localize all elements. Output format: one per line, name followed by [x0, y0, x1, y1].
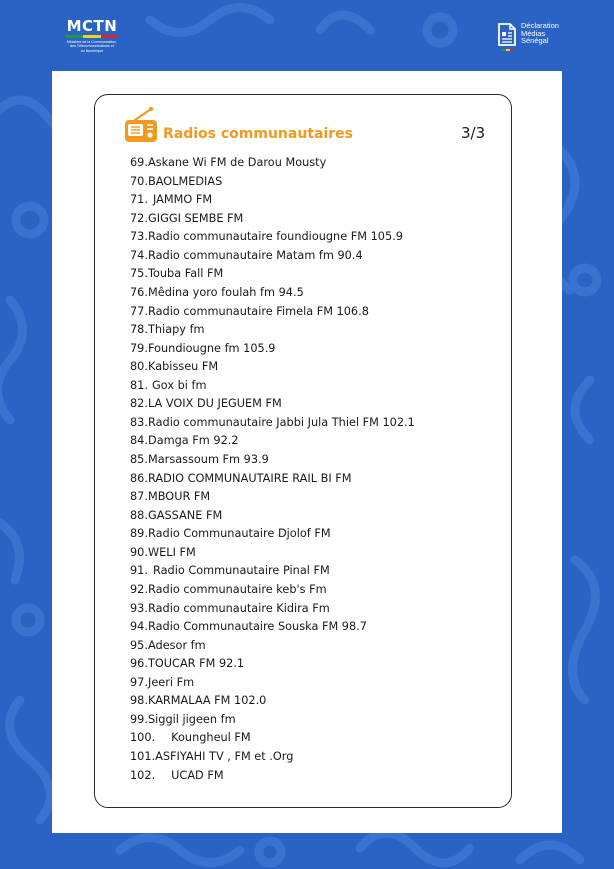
- item-number: 71.: [130, 193, 148, 207]
- item-number: 98.: [130, 694, 148, 708]
- item-number: 79.: [130, 341, 148, 355]
- item-number: 70.: [130, 174, 148, 188]
- mctn-logo-title: MCTN: [66, 17, 118, 35]
- item-number: 83.: [130, 415, 148, 429]
- item-number: 85.: [130, 453, 148, 466]
- item-name: Radio Communautaire Souska FM 98.7: [148, 620, 367, 634]
- item-name: Foundiougne fm 105.9: [148, 341, 276, 355]
- item-number: 97.: [130, 675, 148, 689]
- list-item: [130, 191, 415, 210]
- item-name: Gox bi fm: [152, 378, 207, 392]
- list-item: [130, 432, 415, 451]
- list-item: [130, 655, 415, 674]
- item-name: Mêdina yoro foulah fm 94.5: [148, 285, 304, 299]
- item-name: Kabisseu FM: [148, 360, 219, 374]
- item-name: LA VOIX DU JEGUEM FM: [148, 397, 282, 411]
- flag-green: [66, 35, 83, 38]
- item-number: 99.: [130, 712, 148, 726]
- list-item: [130, 748, 415, 767]
- item-name: Radio communautaire foundiougne FM 105.9: [148, 230, 403, 244]
- list-item: [130, 544, 415, 563]
- item-number: 86.: [130, 471, 148, 485]
- item-number: 93.: [130, 601, 148, 615]
- list-item: [130, 507, 415, 526]
- item-number: 95.: [130, 638, 148, 652]
- item-name: Askane Wi FM de Darou Mousty: [148, 156, 327, 169]
- mctn-logo: [62, 18, 122, 53]
- list-item: [130, 173, 415, 192]
- item-name: WELI FM: [148, 545, 196, 559]
- item-number: 73.: [130, 230, 148, 244]
- item-name: Siggil jigeen fm: [148, 712, 236, 726]
- item-name: UCAD FM: [171, 768, 224, 782]
- item-name: Thiapy fm: [148, 323, 205, 337]
- item-number: 88.: [130, 508, 148, 522]
- item-number: 92.: [130, 582, 148, 596]
- list-item: [130, 451, 415, 470]
- page-indicator: 3/3: [461, 124, 486, 142]
- list-item: [130, 358, 415, 377]
- item-number: 102.: [130, 768, 156, 782]
- radio-icon: [123, 106, 159, 144]
- item-name: Radio Communautaire Djolof FM: [148, 527, 331, 541]
- item-name: Touba Fall FM: [148, 267, 224, 281]
- list-item: [130, 303, 415, 322]
- list-item: [130, 618, 415, 637]
- item-number: 76.: [130, 285, 148, 299]
- item-number: 74.: [130, 248, 148, 262]
- item-number: 89.: [130, 527, 148, 541]
- item-name: TOUCAR FM 92.1: [148, 657, 245, 671]
- item-number: 81.: [130, 378, 148, 392]
- list-item: [130, 340, 415, 359]
- list-item: [130, 562, 415, 581]
- item-number: 82.: [130, 397, 148, 411]
- item-name: BAOLMEDIAS: [148, 174, 223, 188]
- list-item: [130, 377, 415, 396]
- item-name: MBOUR FM: [148, 490, 211, 504]
- item-name: Jeeri Fm: [148, 675, 195, 689]
- mctn-logo-subtitle: [62, 40, 122, 53]
- item-number: 75.: [130, 267, 148, 281]
- item-number: 96.: [130, 657, 148, 671]
- item-number: 101.: [130, 750, 156, 763]
- list-item: [130, 711, 415, 730]
- item-name: Radio communautaire keb's Fm: [148, 582, 327, 596]
- list-item: [130, 470, 415, 489]
- flag-bar: [502, 49, 514, 51]
- mctn-subtitle-line: des Télécommunications et: [70, 44, 114, 49]
- list-item: [130, 600, 415, 619]
- flag-yellow: [83, 35, 100, 38]
- logo-line: Sénégal: [521, 36, 549, 46]
- list-item: [130, 525, 415, 544]
- list-item: [130, 581, 415, 600]
- list-item: [130, 154, 415, 173]
- logo-line: Déclaration: [521, 21, 559, 30]
- item-name: ASFIYAHI TV , FM et .Org: [155, 750, 294, 763]
- item-name: GASSANE FM: [148, 508, 223, 522]
- station-list: [130, 154, 415, 785]
- item-number: 69.: [130, 156, 148, 169]
- list-item: [130, 414, 415, 433]
- list-item: [130, 210, 415, 229]
- list-item: [130, 767, 415, 786]
- item-number: 78.: [130, 323, 148, 337]
- item-number: 94.: [130, 620, 148, 634]
- item-name: KARMALAA FM 102.0: [148, 694, 267, 708]
- flag-bar: [66, 35, 118, 38]
- item-name: Radio Communautaire Pinal FM: [153, 564, 330, 578]
- list-item: [130, 674, 415, 693]
- item-name: Damga Fm 92.2: [148, 434, 239, 448]
- document-icon: [497, 23, 517, 47]
- item-name: Radio communautaire Jabbi Jula Thiel FM 102.1: [148, 415, 415, 429]
- item-name: Radio communautaire Fimela FM 106.8: [148, 304, 369, 318]
- mctn-subtitle-line: Ministère de la Communication,: [66, 40, 118, 44]
- item-number: 87.: [130, 490, 148, 504]
- list-item: [130, 729, 415, 748]
- list-item: [130, 228, 415, 247]
- item-name: RADIO COMMUNAUTAIRE RAIL BI FM: [148, 471, 352, 485]
- list-item: [130, 247, 415, 266]
- list-item: [130, 395, 415, 414]
- section-title: Radios communautaires: [163, 126, 353, 142]
- list-item: [130, 488, 415, 507]
- flag-red: [510, 49, 514, 51]
- item-number: 90.: [130, 545, 148, 559]
- list-item: [130, 637, 415, 656]
- item-number: 72.: [130, 211, 148, 225]
- item-number: 91.: [130, 564, 148, 578]
- item-name: JAMMO FM: [153, 193, 213, 207]
- list-item: [130, 265, 415, 284]
- item-name: GIGGI SEMBE FM: [148, 211, 244, 225]
- item-name: Adesor fm: [148, 638, 206, 652]
- item-name: Koungheul FM: [171, 731, 251, 745]
- item-number: 84.: [130, 434, 148, 448]
- list-item: [130, 321, 415, 340]
- mctn-subtitle-line: du Numérique: [80, 48, 104, 53]
- item-name: Marsassoum Fm 93.9: [148, 453, 269, 466]
- declaration-medias-text: [521, 22, 559, 45]
- logo-line: Médias: [521, 28, 546, 38]
- item-number: 77.: [130, 304, 148, 318]
- item-name: Radio communautaire Kidira Fm: [148, 601, 330, 615]
- list-item: [130, 284, 415, 303]
- item-name: Radio communautaire Matam fm 90.4: [148, 248, 363, 262]
- flag-red: [101, 35, 118, 38]
- list-item: [130, 692, 415, 711]
- item-number: 80.: [130, 360, 148, 374]
- declaration-medias-logo: [497, 21, 577, 51]
- item-number: 100.: [130, 731, 156, 745]
